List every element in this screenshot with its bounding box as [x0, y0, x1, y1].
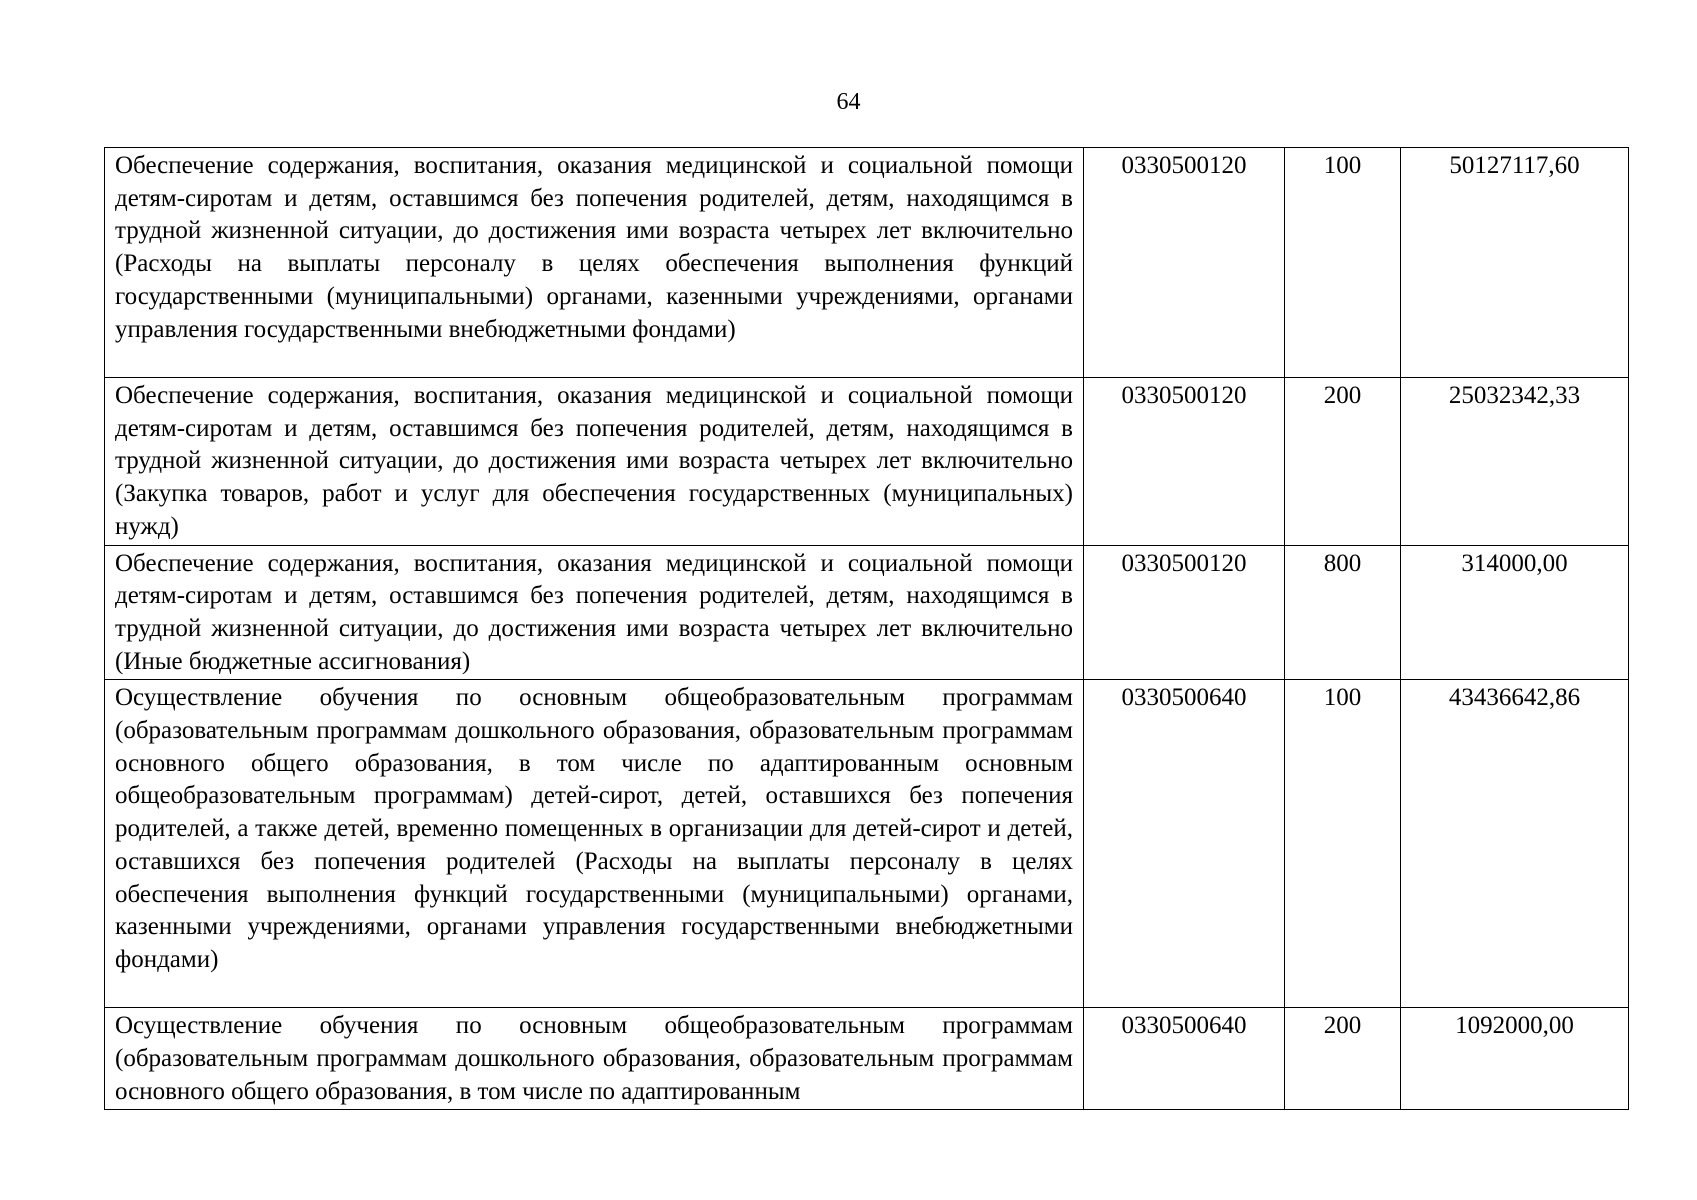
page-number: 64	[836, 89, 861, 115]
row-amount: 314000,00	[1401, 545, 1629, 680]
row-amount: 25032342,33	[1401, 378, 1629, 546]
row-target-code: 0330500120	[1084, 378, 1285, 546]
table-row	[105, 1008, 1629, 1110]
table-row	[105, 148, 1629, 378]
table-row	[105, 378, 1629, 546]
row-expense-type: 800	[1285, 545, 1401, 680]
row-expense-type: 100	[1285, 148, 1401, 378]
row-amount: 43436642,86	[1401, 680, 1629, 1008]
row-expense-type: 100	[1285, 680, 1401, 1008]
budget-table	[104, 147, 1629, 1110]
row-description: Обеспечение содержания, воспитания, оказания медицинской и социальной помощи детям-сиротам и детям, оставшимся без попечения родителей, детям, находящимся в трудной жизненной ситуации, до достижения ими возраста четырех лет включительно (Закупка товаров, работ и услуг для обеспечения государственных (муниципальных) нужд)	[105, 378, 1084, 546]
row-expense-type: 200	[1285, 1008, 1401, 1110]
table-row	[105, 545, 1629, 680]
row-target-code: 0330500640	[1084, 1008, 1285, 1110]
row-expense-type: 200	[1285, 378, 1401, 546]
row-description: Обеспечение содержания, воспитания, оказания медицинской и социальной помощи детям-сиротам и детям, оставшимся без попечения родителей, детям, находящимся в трудной жизненной ситуации, до достижения ими возраста четырех лет включительно (Расходы на выплаты персоналу в целях обеспечения выполнения функций государственными (муниципальными) органами, казенными учреждениями, органами управления государственными внебюджетными фондами)	[105, 148, 1084, 378]
row-description: Обеспечение содержания, воспитания, оказания медицинской и социальной помощи детям-сиротам и детям, оставшимся без попечения родителей, детям, находящимся в трудной жизненной ситуации, до достижения ими возраста четырех лет включительно (Иные бюджетные ассигнования)	[105, 545, 1084, 680]
row-target-code: 0330500120	[1084, 148, 1285, 378]
row-target-code: 0330500640	[1084, 680, 1285, 1008]
row-description: Осуществление обучения по основным общеобразовательным программам (образовательным программам дошкольного образования, образовательным программам основного общего образования, в том числе по адаптированным основным общеобразовательным программам) детей-сирот, детей, оставшихся без попечения родителей, а также детей, временно помещенных в организации для детей-сирот и детей, оставшихся без попечения родителей (Расходы на выплаты персоналу в целях обеспечения выполнения функций государственными (муниципальными) органами, казенными учреждениями, органами управления государственными внебюджетными фондами)	[105, 680, 1084, 1008]
row-target-code: 0330500120	[1084, 545, 1285, 680]
row-description: Осуществление обучения по основным общеобразовательным программам (образовательным программам дошкольного образования, образовательным программам основного общего образования, в том числе по адаптированным	[105, 1008, 1084, 1110]
row-amount: 1092000,00	[1401, 1008, 1629, 1110]
row-amount: 50127117,60	[1401, 148, 1629, 378]
table-row	[105, 680, 1629, 1008]
